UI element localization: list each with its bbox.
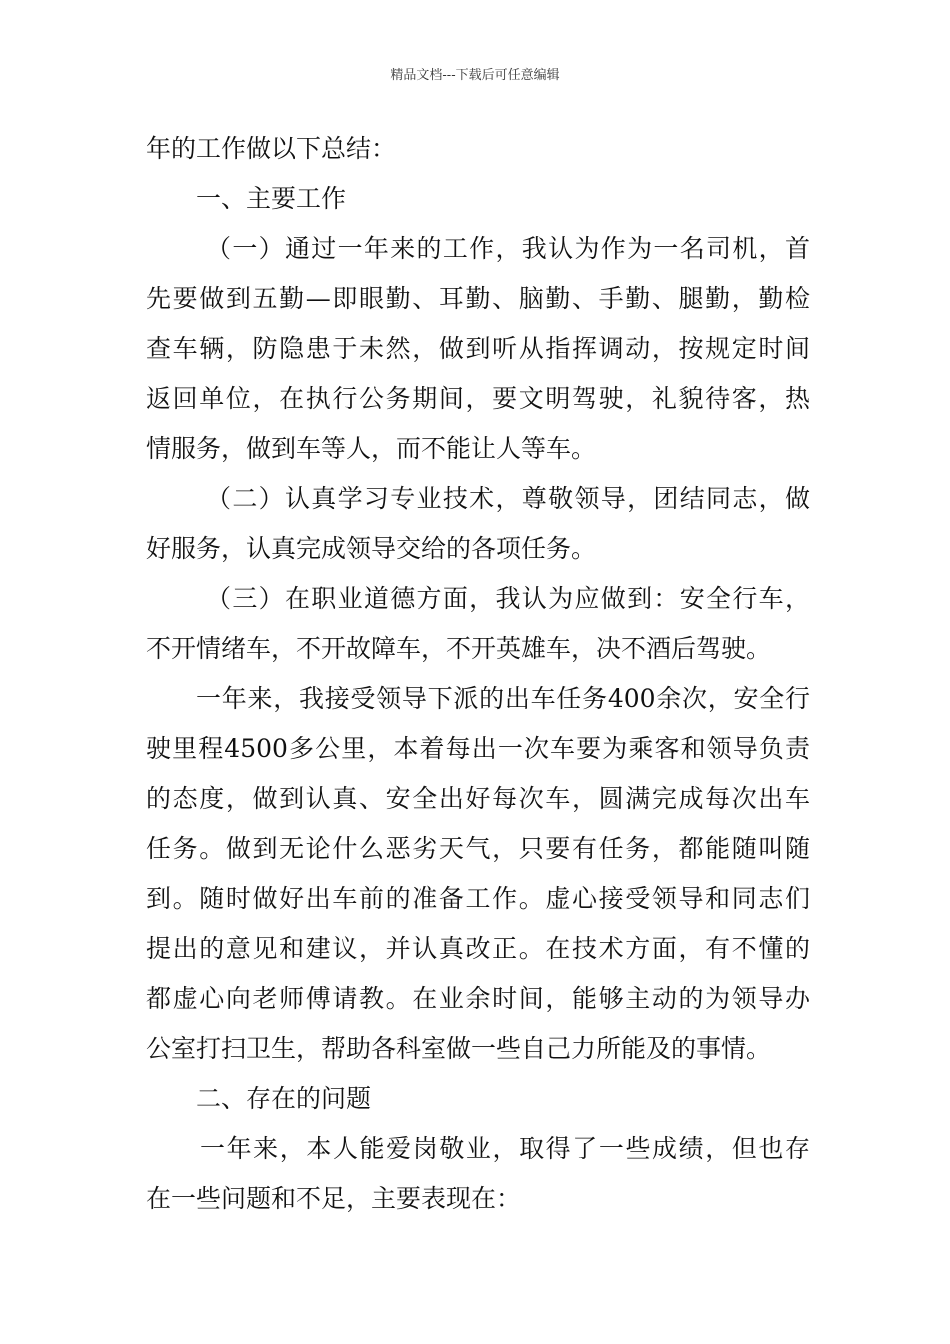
paragraph-line: （一）通过一年来的工作，我认为作为一名司机，首 xyxy=(206,234,810,263)
paragraph-line: 的态度，做到认真、安全出好每次车，圆满完成每次出车 xyxy=(146,784,810,813)
paragraph-line: 任务。做到无论什么恶劣天气，只要有任务，都能随叫随 xyxy=(146,834,810,863)
paragraph-line: 一年来，本人能爱岗敬业，取得了一些成绩，但也存 xyxy=(200,1134,810,1163)
text-line: 年的工作做以下总结： xyxy=(146,134,397,163)
paragraph-line: 返回单位，在执行公务期间，要文明驾驶，礼貌待客，热 xyxy=(146,384,810,413)
paragraph-line: 好服务，认真完成领导交给的各项任务。 xyxy=(146,534,597,563)
paragraph-line: 情服务，做到车等人，而不能让人等车。 xyxy=(146,434,597,463)
paragraph-line: 公室打扫卫生，帮助各科室做一些自己力所能及的事情。 xyxy=(146,1034,772,1063)
paragraph-line: （二）认真学习专业技术，尊敬领导，团结同志，做 xyxy=(206,484,810,513)
paragraph-line: 都虚心向老师傅请教。在业余时间，能够主动的为领导办 xyxy=(146,984,810,1013)
paragraph-line: 驶里程4500多公里，本着每出一次车要为乘客和领导负责 xyxy=(146,734,810,763)
section-heading: 一、主要工作 xyxy=(196,184,347,213)
document-body xyxy=(146,124,810,1224)
paragraph-line: 到。随时做好出车前的准备工作。虚心接受领导和同志们 xyxy=(146,884,810,913)
paragraph-line: 查车辆，防隐患于未然，做到听从指挥调动，按规定时间 xyxy=(146,334,810,363)
page-header: 精品文档---下载后可任意编辑 xyxy=(390,68,560,83)
paragraph-line: 提出的意见和建议，并认真改正。在技术方面，有不懂的 xyxy=(146,934,810,963)
paragraph-line: 不开情绪车，不开故障车，不开英雄车，决不酒后驾驶。 xyxy=(146,634,772,663)
section-heading: 二、存在的问题 xyxy=(196,1084,372,1113)
paragraph-line: 一年来，我接受领导下派的出车任务400余次，安全行 xyxy=(196,684,810,713)
paragraph-line: 在一些问题和不足，主要表现在： xyxy=(146,1184,522,1213)
paragraph-line: 先要做到五勤—即眼勤、耳勤、脑勤、手勤、腿勤，勤检 xyxy=(146,284,810,313)
paragraph-line: （三）在职业道德方面，我认为应做到：安全行车， xyxy=(206,584,810,613)
